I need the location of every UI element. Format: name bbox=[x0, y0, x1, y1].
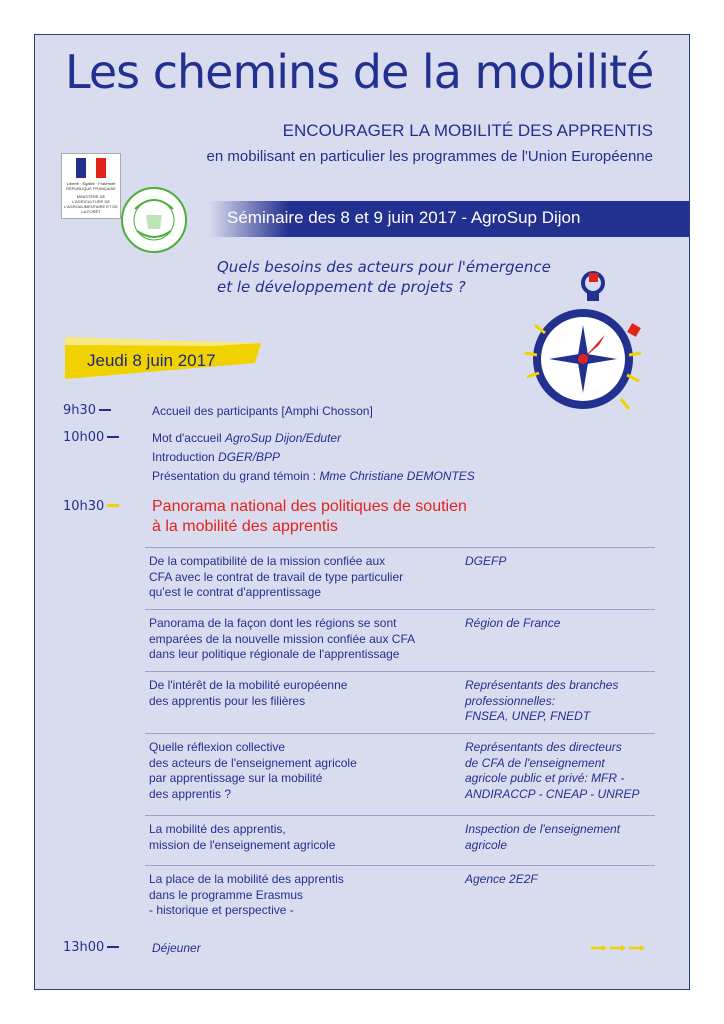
enseignement-agricole-logo bbox=[119, 185, 189, 255]
topic-row bbox=[145, 547, 655, 610]
seminar-title: Séminaire des 8 et 9 juin 2017 - AgroSup Dijon bbox=[227, 208, 581, 227]
topic-speaker: Inspection de l'enseignement agricole bbox=[465, 822, 621, 852]
compass-icon bbox=[503, 263, 663, 423]
marianne-flag-icon bbox=[76, 158, 106, 178]
time-10h00: 10h00 bbox=[63, 430, 143, 445]
topic-row bbox=[145, 815, 655, 866]
topic-subject: Quelle réflexion collective des acteurs de l'enseignement agricole par apprentissage sur la mobilité des apprentis ? bbox=[149, 740, 357, 801]
flyer bbox=[34, 34, 690, 990]
topic-speaker: DGEFP bbox=[465, 554, 507, 568]
ministry-name: MINISTÈRE DE L'AGRICULTURE DE L'AGROALIMENTAIRE ET DE LA FORÊT bbox=[64, 194, 118, 214]
day-heading: Jeudi 8 juin 2017 bbox=[87, 351, 216, 370]
agenda-item-opening: Mot d'accueil AgroSup Dijon/Eduter bbox=[152, 431, 342, 445]
topic-subject: Panorama de la façon dont les régions se sont emparées de la nouvelle mission confiée aux CFA dans leur politique régionale de l'apprentissage bbox=[149, 616, 416, 661]
topic-subject: La mobilité des apprentis, mission de l'enseignement agricole bbox=[149, 822, 336, 852]
time-9h30: 9h30 bbox=[63, 403, 143, 418]
time-13h00: 13h00 bbox=[63, 940, 143, 955]
topic-subject: De la compatibilité de la mission confiée aux CFA avec le contrat de travail de type particulier qu'est le contrat d'apprentissage bbox=[149, 554, 404, 599]
seminar-question: Quels besoins des acteurs pour l'émergence et le développement de projets ? bbox=[217, 258, 551, 296]
ministry-logo bbox=[61, 153, 121, 219]
topic-speaker: Agence 2E2F bbox=[465, 872, 538, 886]
page-title: Les chemins de la mobilité bbox=[65, 45, 654, 99]
topic-row bbox=[145, 609, 655, 672]
topic-speaker: Représentants des directeurs de CFA de l'enseignement agricole public et privé: MFR - ANDIRACCP - CNEAP - UNREP bbox=[465, 740, 640, 801]
topic-speaker: Région de France bbox=[465, 616, 561, 630]
topic-subject: De l'intérêt de la mobilité européenne des apprentis pour les filières bbox=[149, 678, 348, 708]
panorama-heading: Panorama national des politiques de soutien à la mobilité des apprentis bbox=[152, 498, 467, 535]
subtitle: ENCOURAGER LA MOBILITÉ DES APPRENTIS bbox=[282, 121, 653, 140]
agenda-item-welcome: Accueil des participants [Amphi Chosson] bbox=[152, 404, 373, 418]
agenda-item-introduction: Introduction DGER/BPP bbox=[152, 450, 281, 464]
topic-row bbox=[145, 671, 655, 734]
topic-subject: La place de la mobilité des apprentis dans le programme Erasmus - historique et perspective - bbox=[149, 872, 344, 917]
ministry-motto: Liberté · Égalité · Fraternité RÉPUBLIQUE FRANÇAISE bbox=[66, 181, 116, 191]
topic-row bbox=[145, 733, 655, 814]
topic-row bbox=[145, 865, 655, 926]
agenda-item-lunch: Déjeuner bbox=[152, 941, 201, 955]
topic-speaker: Représentants des branches professionnelles: FNSEA, UNEP, FNEDT bbox=[465, 678, 619, 723]
next-page-arrows-icon bbox=[591, 945, 645, 951]
subtitle-secondary: en mobilisant en particulier les programmes de l'Union Européenne bbox=[206, 148, 653, 165]
time-10h30: 10h30 bbox=[63, 499, 143, 514]
agenda-item-witness: Présentation du grand témoin : Mme Christiane DEMONTES bbox=[152, 469, 475, 483]
